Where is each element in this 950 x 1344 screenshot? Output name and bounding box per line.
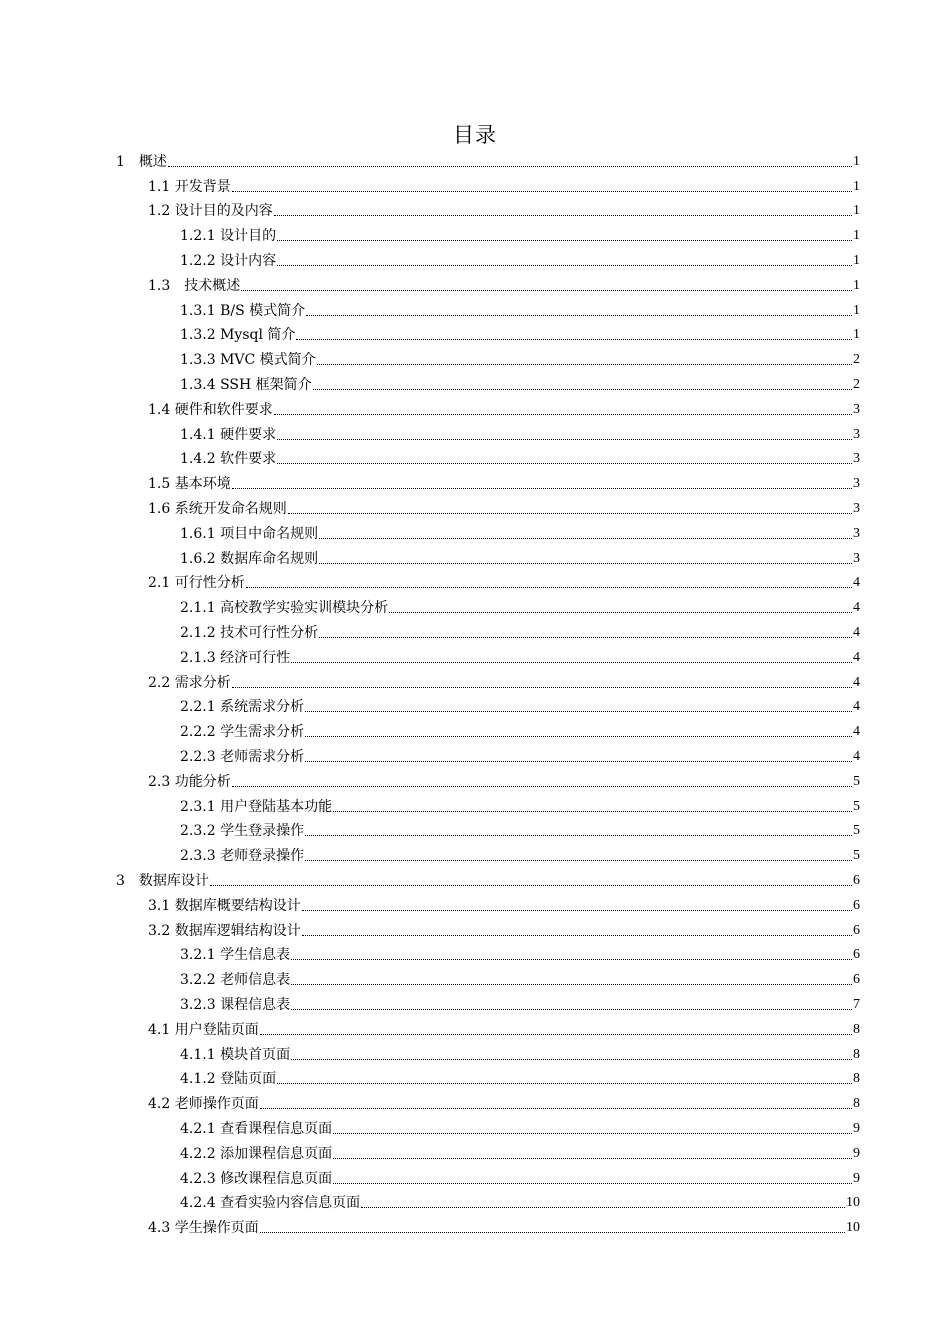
toc-entry-label: 1.4 硬件和软件要求 <box>148 401 273 418</box>
toc-entry[interactable] <box>180 1189 860 1214</box>
dot-leader <box>260 1108 852 1109</box>
toc-entry[interactable] <box>180 965 860 990</box>
toc-entry-label: 3.2.1 学生信息表 <box>180 947 291 964</box>
dot-leader <box>260 1034 852 1035</box>
toc-entry-page-number: 8 <box>853 1046 860 1062</box>
dot-leader <box>333 1183 852 1184</box>
toc-entry-page-number: 6 <box>853 872 860 888</box>
toc-entry-page-number: 3 <box>853 525 860 541</box>
toc-entry-label: 4.2.1 查看课程信息页面 <box>180 1120 333 1137</box>
toc-entry-label: 2.2 需求分析 <box>148 674 231 691</box>
toc-entry-label: 2.2.3 老师需求分析 <box>180 748 305 765</box>
toc-entry-page-number: 2 <box>853 376 860 392</box>
toc-entry-label: 1.3.2 Mysql 简介 <box>180 327 296 344</box>
toc-entry[interactable] <box>180 717 860 742</box>
dot-leader <box>291 959 852 960</box>
toc-entry-label: 2.1.3 经济可行性 <box>180 649 291 666</box>
toc-entry[interactable] <box>180 321 860 346</box>
toc-entry-page-number: 4 <box>853 575 860 591</box>
toc-entry-page-number: 5 <box>853 823 860 839</box>
toc-entry-page-number: 1 <box>853 302 860 318</box>
toc-entry[interactable] <box>180 742 860 767</box>
toc-entry[interactable] <box>180 519 860 544</box>
toc-entry-label: 4.2 老师操作页面 <box>148 1096 259 1113</box>
toc-entry-label: 2.3.1 用户登陆基本功能 <box>180 798 333 815</box>
toc-entry-page-number: 8 <box>853 1021 860 1037</box>
dot-leader <box>274 414 852 415</box>
toc-entry-page-number: 1 <box>853 153 860 169</box>
toc-entry-label: 1.3.3 MVC 模式简介 <box>180 352 316 369</box>
toc-entry[interactable] <box>180 990 860 1015</box>
dot-leader <box>333 1158 852 1159</box>
toc-entry-label: 3.1 数据库概要结构设计 <box>148 897 301 914</box>
toc-entry-page-number: 3 <box>853 500 860 516</box>
dot-leader <box>361 1207 845 1208</box>
toc-entry-page-number: 9 <box>853 1120 860 1136</box>
dot-leader <box>319 538 852 539</box>
toc-entry[interactable] <box>180 1114 860 1139</box>
toc-title: 目录 <box>453 123 497 147</box>
dot-leader <box>291 1009 852 1010</box>
toc-entry-page-number: 3 <box>853 426 860 442</box>
toc-entry-page-number: 5 <box>853 848 860 864</box>
toc-entry-page-number: 4 <box>853 724 860 740</box>
toc-entry[interactable] <box>180 1040 860 1065</box>
toc-entry[interactable] <box>180 792 860 817</box>
toc-entry[interactable] <box>180 246 860 271</box>
toc-entry[interactable] <box>180 221 860 246</box>
dot-leader <box>302 935 852 936</box>
toc-entry-page-number: 6 <box>853 972 860 988</box>
toc-entry-page-number: 1 <box>853 178 860 194</box>
dot-leader <box>277 463 852 464</box>
toc-entry-page-number: 4 <box>853 674 860 690</box>
toc-entry[interactable] <box>148 469 860 494</box>
toc-entry[interactable] <box>148 494 860 519</box>
dot-leader <box>277 265 852 266</box>
toc-entry-page-number: 4 <box>853 624 860 640</box>
toc-entry-label: 3.2.2 老师信息表 <box>180 972 291 989</box>
toc-entry-label: 1 概述 <box>116 153 167 170</box>
dot-leader <box>232 786 852 787</box>
toc-entry-label: 1.2 设计目的及内容 <box>148 203 273 220</box>
toc-entry-label: 2.2.1 系统需求分析 <box>180 699 305 716</box>
toc-entry-page-number: 4 <box>853 748 860 764</box>
dot-leader <box>319 563 852 564</box>
dot-leader <box>305 835 852 836</box>
toc-entry[interactable] <box>148 569 860 594</box>
toc-entry[interactable] <box>148 1213 860 1238</box>
toc-entry[interactable] <box>180 618 860 643</box>
toc-entry[interactable] <box>180 941 860 966</box>
toc-entry-page-number: 8 <box>853 1071 860 1087</box>
toc-entry-label: 1.6.1 项目中命名规则 <box>180 525 319 542</box>
toc-entry-page-number: 9 <box>853 1170 860 1186</box>
toc-entry[interactable] <box>180 841 860 866</box>
toc-entry-page-number: 7 <box>853 996 860 1012</box>
toc-entry-page-number: 5 <box>853 773 860 789</box>
toc-entry[interactable] <box>180 643 860 668</box>
toc-entry-label: 2.1 可行性分析 <box>148 575 245 592</box>
toc-entry-label: 2.3 功能分析 <box>148 773 231 790</box>
toc-entry-page-number: 1 <box>853 277 860 293</box>
toc-entry-label: 2.2.2 学生需求分析 <box>180 724 305 741</box>
dot-leader <box>241 290 852 291</box>
dot-leader <box>288 513 852 514</box>
toc-entry-label: 3.2.3 课程信息表 <box>180 996 291 1013</box>
dot-leader <box>277 1083 852 1084</box>
toc-entry[interactable] <box>180 1065 860 1090</box>
toc-entry[interactable] <box>180 420 860 445</box>
toc-entry-label: 4.3 学生操作页面 <box>148 1220 259 1237</box>
toc-entry[interactable] <box>148 767 860 792</box>
toc-entry[interactable] <box>180 370 860 395</box>
dot-leader <box>389 612 852 613</box>
dot-leader <box>277 240 852 241</box>
toc-entry-label: 1.6.2 数据库命名规则 <box>180 550 319 567</box>
toc-entry-page-number: 3 <box>853 401 860 417</box>
toc-entry[interactable] <box>148 916 860 941</box>
toc-entry-page-number: 1 <box>853 228 860 244</box>
toc-entry-page-number: 1 <box>853 252 860 268</box>
toc-entry-page-number: 8 <box>853 1096 860 1112</box>
dot-leader <box>317 364 852 365</box>
toc-entry[interactable] <box>180 345 860 370</box>
toc-entry-label: 2.1.2 技术可行性分析 <box>180 624 319 641</box>
toc-entry-label: 3.2 数据库逻辑结构设计 <box>148 922 301 939</box>
dot-leader <box>277 439 852 440</box>
toc-entry[interactable] <box>148 1015 860 1040</box>
toc-entry-label: 1.3.1 B/S 模式简介 <box>180 302 306 319</box>
toc-entry-label: 1.4.2 软件要求 <box>180 451 277 468</box>
toc-entry-page-number: 6 <box>853 947 860 963</box>
dot-leader <box>232 191 852 192</box>
toc-entry-label: 4.1.2 登陆页面 <box>180 1071 277 1088</box>
toc-entry-label: 4.2.2 添加课程信息页面 <box>180 1145 333 1162</box>
toc-entry[interactable] <box>148 891 860 916</box>
dot-leader <box>246 587 852 588</box>
dot-leader <box>333 1133 852 1134</box>
dot-leader <box>232 488 852 489</box>
toc-entry-page-number: 4 <box>853 649 860 665</box>
dot-leader <box>305 761 852 762</box>
toc-entry[interactable] <box>180 593 860 618</box>
toc-entry[interactable] <box>180 296 860 321</box>
toc-entry[interactable] <box>148 395 860 420</box>
dot-leader <box>291 662 852 663</box>
toc-entry-label: 3 数据库设计 <box>116 872 209 889</box>
toc-entry-label: 4.1.1 模块首页面 <box>180 1046 291 1063</box>
toc-entry-label: 1.2.2 设计内容 <box>180 252 277 269</box>
dot-leader <box>296 339 852 340</box>
toc-entry-page-number: 3 <box>853 550 860 566</box>
toc-entry-page-number: 3 <box>853 451 860 467</box>
dot-leader <box>306 315 852 316</box>
toc-entry-label: 1.3 技术概述 <box>148 277 241 294</box>
toc-entry-label: 2.3.3 老师登录操作 <box>180 848 305 865</box>
toc-entry[interactable] <box>116 866 860 891</box>
toc-entry-page-number: 10 <box>846 1220 860 1236</box>
dot-leader <box>274 215 852 216</box>
toc-entry-label: 2.1.1 高校教学实验实训模块分析 <box>180 600 389 617</box>
toc-entry[interactable] <box>180 544 860 569</box>
toc-entry[interactable] <box>116 147 860 172</box>
toc-entry[interactable] <box>180 445 860 470</box>
toc-entry-label: 1.2.1 设计目的 <box>180 228 277 245</box>
dot-leader <box>305 736 852 737</box>
dot-leader <box>305 860 852 861</box>
toc-entry[interactable] <box>148 197 860 222</box>
toc-entry[interactable] <box>180 817 860 842</box>
dot-leader <box>319 637 852 638</box>
toc-entry-page-number: 5 <box>853 798 860 814</box>
toc-entry-page-number: 2 <box>853 352 860 368</box>
dot-leader <box>305 711 852 712</box>
dot-leader <box>210 885 852 886</box>
dot-leader <box>313 389 852 390</box>
toc-entry-label: 2.3.2 学生登录操作 <box>180 823 305 840</box>
dot-leader <box>232 687 852 688</box>
toc-entry-label: 1.4.1 硬件要求 <box>180 426 277 443</box>
toc-entry-label: 1.1 开发背景 <box>148 178 231 195</box>
toc-entry[interactable] <box>148 271 860 296</box>
dot-leader <box>168 166 852 167</box>
toc-entry-page-number: 9 <box>853 1145 860 1161</box>
dot-leader <box>291 984 852 985</box>
toc-entry-page-number: 4 <box>853 699 860 715</box>
toc-entry[interactable] <box>180 693 860 718</box>
toc-entry[interactable] <box>148 668 860 693</box>
toc-entry-page-number: 10 <box>846 1195 860 1211</box>
toc-entry-label: 1.3.4 SSH 框架简介 <box>180 376 312 393</box>
toc-entry-label: 4.2.4 查看实验内容信息页面 <box>180 1195 361 1212</box>
dot-leader <box>260 1232 845 1233</box>
dot-leader <box>302 910 852 911</box>
toc-entry-label: 4.1 用户登陆页面 <box>148 1021 259 1038</box>
toc-entry-page-number: 3 <box>853 476 860 492</box>
toc-entry[interactable] <box>148 1089 860 1114</box>
toc-entry-label: 1.6 系统开发命名规则 <box>148 500 287 517</box>
toc-entry[interactable] <box>148 172 860 197</box>
toc-entry-page-number: 6 <box>853 897 860 913</box>
toc-entry-page-number: 1 <box>853 327 860 343</box>
toc-entry-label: 4.2.3 修改课程信息页面 <box>180 1170 333 1187</box>
toc-entry-label: 1.5 基本环境 <box>148 476 231 493</box>
toc-entry[interactable] <box>180 1139 860 1164</box>
toc-entry-page-number: 4 <box>853 600 860 616</box>
dot-leader <box>291 1059 852 1060</box>
dot-leader <box>333 811 852 812</box>
toc-entry-page-number: 1 <box>853 203 860 219</box>
toc-entry-page-number: 6 <box>853 922 860 938</box>
toc-entry[interactable] <box>180 1164 860 1189</box>
